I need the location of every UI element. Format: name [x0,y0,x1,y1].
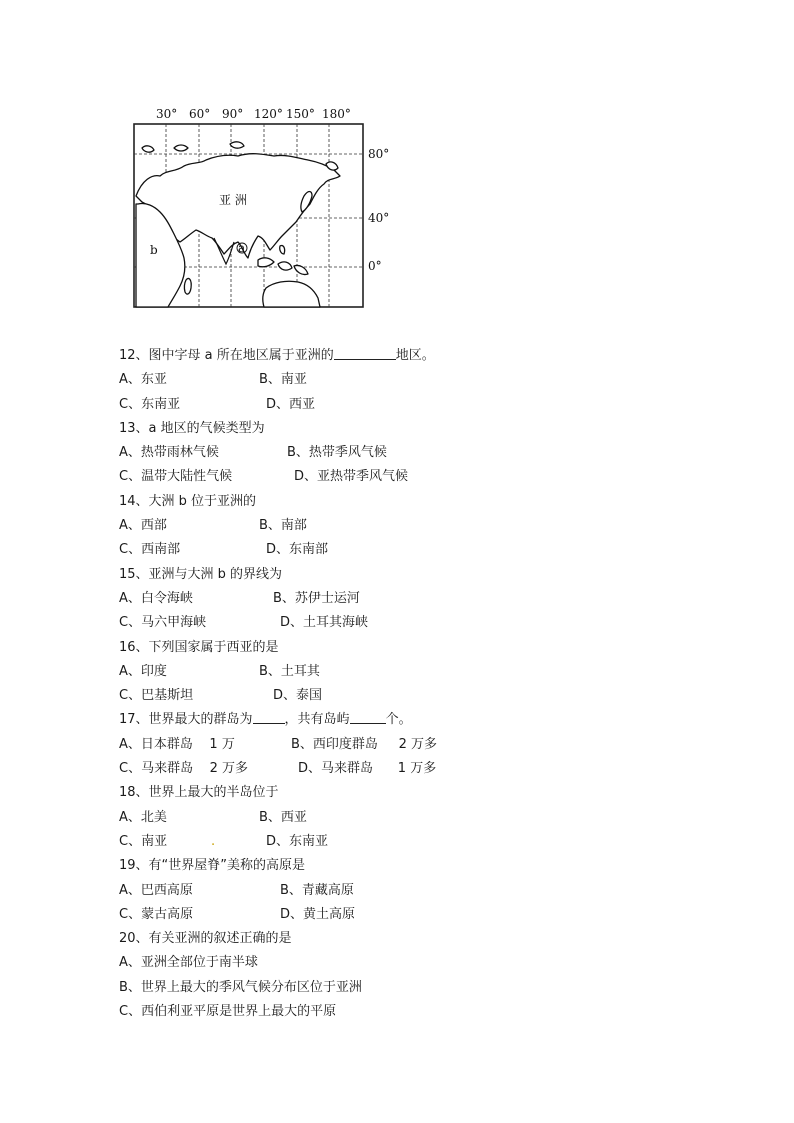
question-list [119,344,679,1024]
q15-option-a: A、白令海峡 [119,590,193,606]
q12-stem-text: 12、图中字母 a 所在地区属于亚洲的 [119,348,334,363]
question-18-stem [119,781,679,805]
question-19-options-row2 [119,903,679,927]
map-letter-b: b [150,243,158,257]
q18-stray-mark: . [211,833,216,849]
question-14-options-row1 [119,514,679,538]
q14-option-c: C、西南部 [119,542,181,558]
q19-option-d: D、黄土高原 [280,906,356,922]
q19-stem-text: 19、有“世界屋脊”美称的高原是 [119,858,306,874]
q13-option-c: C、温带大陆性气候 [119,469,233,485]
lon-label-180: 180° [322,107,351,121]
q12-option-a: A、东亚 [119,372,167,388]
q12-option-c: C、东南亚 [119,396,181,412]
q12-blank [334,345,396,360]
question-16-options-row2 [119,684,679,708]
question-16-options-row1 [119,660,679,684]
q12-option-d: D、西亚 [266,396,316,412]
question-18-options-row1 [119,806,679,830]
q15-option-b: B、苏伊士运河 [273,590,360,606]
q17-option-c: C、马来群岛 2 万多 [119,761,249,777]
q16-option-c: C、巴基斯坦 [119,688,194,704]
q16-stem-text: 16、下列国家属于西亚的是 [119,639,279,655]
question-19-options-row1 [119,879,679,903]
q17-stem-text: 17、世界最大的群岛为 [119,712,253,728]
question-14-options-row2 [119,538,679,562]
q18-stem-text: 18、世界上最大的半岛位于 [119,785,279,801]
q13-stem-text: 13、a 地区的气候类型为 [119,420,265,436]
question-15-options-row2 [119,611,679,635]
q13-option-d: D、亚热带季风气候 [294,469,409,485]
question-15-options-row1 [119,587,679,611]
question-13-options-row1 [119,441,679,465]
q20-option-b-text: B、世界上最大的季风气候分布区位于亚洲 [119,979,362,995]
q17-stem-end: 个。 [385,712,412,728]
question-13-stem [119,417,679,441]
lat-label-80: 80° [368,147,390,161]
question-18-options-row2 [119,830,679,854]
asia-map-figure [118,104,398,314]
question-12-stem [119,344,679,368]
q16-option-b: B、土耳其 [259,663,320,679]
question-19-stem [119,854,679,878]
q18-option-a: A、北美 [119,809,167,825]
lon-label-60: 60° [189,107,211,121]
lon-label-120: 120° [254,107,283,121]
q16-option-a: A、印度 [119,663,167,679]
lon-label-150: 150° [286,107,315,121]
q19-option-a: A、巴西高原 [119,882,193,898]
q14-option-a: A、西部 [119,518,167,534]
q18-option-d: D、东南亚 [266,833,329,849]
question-14-stem [119,490,679,514]
question-17-options-row2 [119,757,679,781]
q19-option-c: C、蒙古高原 [119,906,194,922]
q14-stem-text: 14、大洲 b 位于亚洲的 [119,493,257,509]
question-17-options-row1 [119,733,679,757]
region-label-asia: 亚 洲 [219,193,247,207]
q17-option-d: D、马来群岛 1 万多 [298,761,437,777]
q18-option-b: B、西亚 [259,809,307,825]
q13-option-a: A、热带雨林气候 [119,445,219,461]
q14-option-b: B、南部 [259,518,307,534]
question-20-stem [119,927,679,951]
question-16-stem [119,636,679,660]
q18-option-c: C、南亚 [119,833,168,849]
q15-option-d: D、土耳其海峡 [280,615,369,631]
q19-option-b: B、青藏高原 [280,882,354,898]
q20-option-a-text: A、亚洲全部位于南半球 [119,955,258,971]
q17-option-b: B、西印度群岛 2 万多 [291,736,437,752]
q17-blank-1 [253,709,285,724]
q17-stem-mid: ，共有岛屿 [284,712,350,728]
question-17-stem [119,708,679,732]
q12-option-b: B、南亚 [259,372,307,388]
q15-stem-text: 15、亚洲与大洲 b 的界线为 [119,566,283,582]
q20-option-c-text: C、西伯利亚平原是世界上最大的平原 [119,1004,337,1020]
q14-option-d: D、东南部 [266,542,329,558]
lon-label-30: 30° [156,107,178,121]
q13-option-b: B、热带季风气候 [287,445,387,461]
question-15-stem [119,563,679,587]
question-20-option-b [119,976,679,1000]
question-20-option-c [119,1000,679,1024]
q12-stem-end: 地区。 [395,348,435,363]
q17-option-a: A、日本群岛 1 万 [119,736,235,752]
asia-map [118,104,398,314]
question-12-options-row2 [119,393,679,417]
q15-option-c: C、马六甲海峡 [119,615,207,631]
question-20-option-a [119,951,679,975]
lat-label-40: 40° [368,211,390,225]
q16-option-d: D、泰国 [273,688,323,704]
map-letter-a: a [238,241,246,255]
lon-label-90: 90° [222,107,244,121]
q20-stem-text: 20、有关亚洲的叙述正确的是 [119,931,292,947]
lat-label-0: 0° [368,259,382,273]
question-13-options-row2 [119,465,679,489]
coastlines [136,142,340,307]
q17-blank-2 [350,709,386,724]
question-12-options-row1 [119,368,679,392]
